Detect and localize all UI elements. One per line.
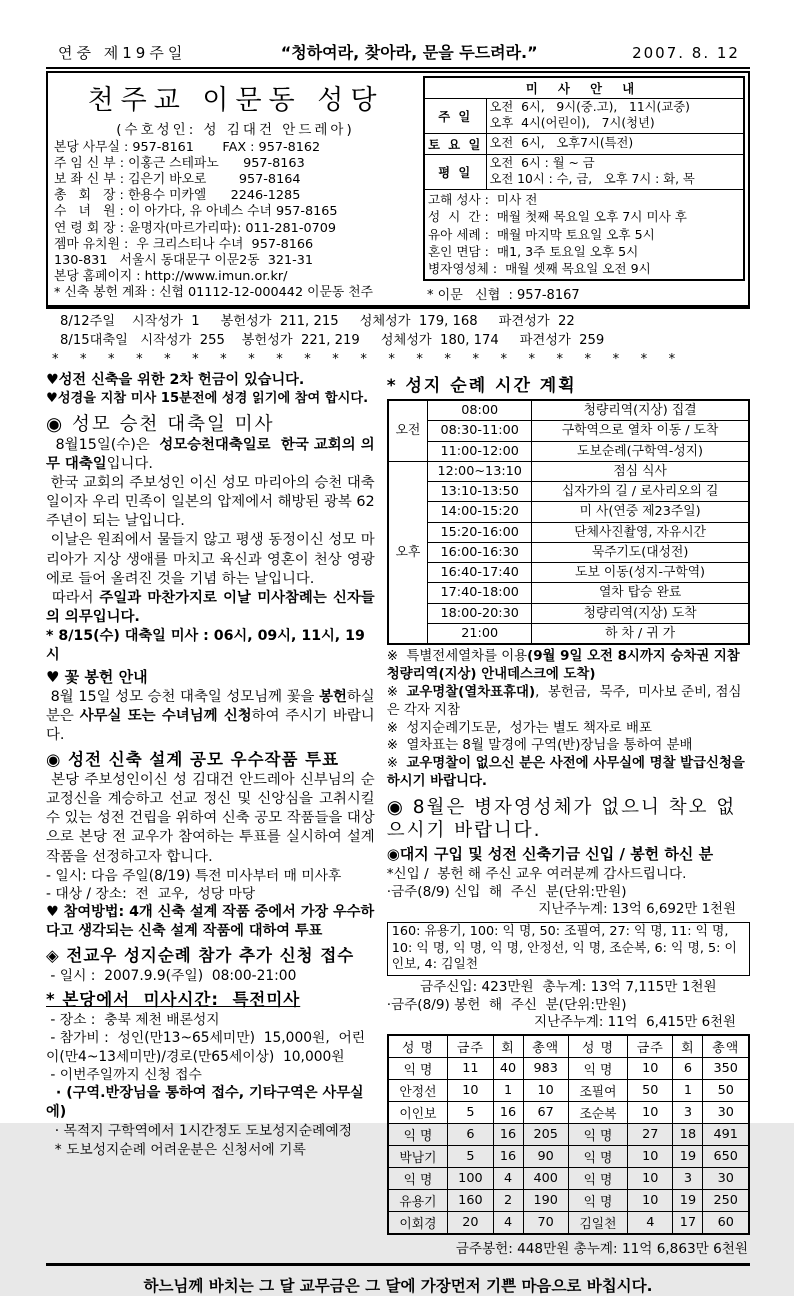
bulletin-date: 2007. 8. 12 bbox=[632, 44, 740, 62]
mass-day-cell: 평 일 bbox=[424, 154, 486, 189]
note-line bbox=[387, 720, 750, 738]
note-line bbox=[387, 648, 750, 684]
donation-cell: 4 bbox=[628, 1211, 673, 1234]
donation-cell: 90 bbox=[523, 1145, 568, 1167]
mass-time-line: 오전 10시 : 수, 금, 오후 7시 : 화, 목 bbox=[489, 171, 695, 186]
church-contact-line: 연 령 회 장 : 윤명자(마르가리따): 011-281-0709 bbox=[54, 220, 337, 236]
weekly-total-line bbox=[387, 978, 750, 996]
text-span: 지난주누계: 13억 6,692만 1천원 bbox=[538, 902, 736, 918]
paragraph bbox=[387, 996, 750, 1014]
page-header bbox=[46, 40, 750, 67]
donation-cell: 30 bbox=[703, 1101, 749, 1123]
donation-cell: 안정선 bbox=[388, 1079, 448, 1101]
paragraph bbox=[46, 436, 375, 474]
donation-cell: 10 bbox=[523, 1079, 568, 1101]
donation-cell: 190 bbox=[523, 1189, 568, 1211]
text-span: ◉대지 구입 및 성전 신축기금 신입 / 봉헌 하신 분 bbox=[386, 845, 714, 864]
donation-cell: 이회경 bbox=[388, 1211, 448, 1234]
list-item bbox=[46, 1029, 375, 1066]
schedule-activity-cell: 청량리역(지상) 집결 bbox=[532, 400, 749, 421]
text-span: , 봉헌금, 묵주, 미사보 준비, 점심은 각자 지참 bbox=[386, 684, 742, 718]
text-span: 금주신입: 423만원 총누계: 13억 7,115만 1천원 bbox=[420, 978, 717, 995]
schedule-time-cell: 18:00-20:30 bbox=[428, 603, 532, 623]
donation-cell: 491 bbox=[703, 1123, 749, 1145]
text-span: * 8/15(수) 대축일 미사 : 06시, 09시, 11시, 19시 bbox=[46, 628, 365, 664]
mass-table-row bbox=[424, 133, 744, 154]
schedule-activity-cell: 도보 이동(성지-구학역) bbox=[532, 563, 749, 583]
subtotal-line bbox=[387, 901, 750, 919]
text-span: - 일시 : 2007.9.9(주일) 08:00-21:00 bbox=[46, 967, 297, 984]
text-span: ♥성경을 지참 미사 15분전에 성경 읽기에 참여 합시다. bbox=[46, 390, 369, 406]
donation-cell: 60 bbox=[703, 1211, 749, 1234]
donation-cell: 16 bbox=[493, 1101, 523, 1123]
text-span: 본당 주보성인이신 성 김대건 안드레아 신부님의 순교정신을 계승하고 선교 정신 및 신앙심을 고취시킬 수 있는 성전 건립을 위하여 신축 공모 작품들을 대상으로 본당 전 교우가 참여하는 투표를 실시하여 설계 작품을 선정하고자 합니다. bbox=[46, 771, 380, 865]
donation-cell: 익 명 bbox=[568, 1123, 627, 1145]
donation-cell: 30 bbox=[703, 1167, 749, 1189]
schedule-row bbox=[388, 502, 749, 522]
right-column-notes bbox=[387, 648, 750, 1032]
donation-cell: 67 bbox=[523, 1101, 568, 1123]
subtotal-line bbox=[387, 1014, 750, 1032]
mass-time-line: 오전 6시 : 월 ~ 금 bbox=[489, 155, 595, 170]
list-item bbox=[46, 1122, 375, 1140]
paragraph bbox=[46, 589, 375, 627]
donation-cell: 익 명 bbox=[568, 1189, 627, 1211]
donation-row bbox=[388, 1145, 749, 1167]
right-column bbox=[387, 371, 750, 1257]
donation-cell: 70 bbox=[523, 1211, 568, 1234]
donation-cell: 3 bbox=[673, 1167, 703, 1189]
text-span: - 참가비 : 성인(만13~65세미만) 15,000원, 어린이(만4~13세미만)/경로(만65세이상) 10,000원 bbox=[46, 1030, 366, 1065]
schedule-time-cell: 15:20-16:00 bbox=[428, 522, 532, 542]
mass-schedule-table bbox=[423, 76, 745, 281]
text-span: 봉헌 bbox=[319, 688, 347, 705]
church-contact-line: 수 녀 원 : 이 아가다, 유 아녜스 수녀 957-8165 bbox=[54, 204, 338, 220]
schedule-row bbox=[388, 421, 749, 441]
schedule-row bbox=[388, 563, 749, 583]
donation-cell: 익 명 bbox=[388, 1123, 448, 1145]
donation-cell: 205 bbox=[523, 1123, 568, 1145]
schedule-activity-cell: 하 차 / 귀 가 bbox=[532, 624, 749, 645]
donation-cell: 16 bbox=[493, 1123, 523, 1145]
donor-names-box bbox=[387, 922, 750, 976]
hymn-stat-line: 8/12주일 시작성가 1 봉헌성가 211, 215 성체성가 179, 168 파견성가 22 bbox=[60, 313, 575, 329]
text-span: 8월 15일 성모 승천 대축일 성모님께 꽃을 bbox=[46, 688, 320, 705]
text-span: 지난주누계: 11억 6,415만 6천원 bbox=[534, 1015, 736, 1031]
mass-table-row bbox=[424, 99, 744, 134]
hymn-numbers-section bbox=[46, 309, 750, 350]
donation-row bbox=[388, 1211, 749, 1234]
schedule-time-cell: 14:00-15:20 bbox=[428, 502, 532, 522]
donation-header-cell: 총액 bbox=[523, 1035, 568, 1058]
church-info-box bbox=[46, 71, 750, 307]
donation-header-cell: 금주 bbox=[448, 1035, 493, 1058]
donation-cell: 10 bbox=[628, 1057, 673, 1079]
donation-cell: 10 bbox=[628, 1145, 673, 1167]
text-span: ※ 성지순례기도문, 성가는 별도 책자로 배포 bbox=[386, 720, 652, 736]
donation-table bbox=[387, 1034, 750, 1235]
notice-line bbox=[46, 390, 375, 408]
text-span: 입니다. bbox=[106, 455, 153, 472]
schedule-time-cell: 21:00 bbox=[428, 624, 532, 645]
mass-table-row bbox=[424, 154, 744, 189]
text-span: 주일과 마찬가지로 이날 미사참례는 신자들의 의무입니다. bbox=[46, 589, 375, 626]
donation-cell: 이인보 bbox=[388, 1101, 448, 1123]
text-span: * 도보성지순례 어려운분은 신청서에 기록 bbox=[46, 1141, 306, 1158]
donation-row bbox=[388, 1057, 749, 1079]
donation-cell: 160 bbox=[448, 1189, 493, 1211]
text-span: ※ 열차표는 8월 말경에 구역(반)장님을 통하여 분배 bbox=[386, 738, 693, 754]
donation-cell: 박남기 bbox=[388, 1145, 448, 1167]
mass-times-cell bbox=[486, 99, 744, 134]
mass-notes-cell bbox=[424, 189, 744, 279]
text-span: ◈ 전교우 성지순례 참가 추가 신청 접수 bbox=[46, 946, 355, 966]
donation-row bbox=[388, 1123, 749, 1145]
emphasis-line bbox=[46, 1084, 375, 1122]
paragraph bbox=[387, 865, 750, 883]
donation-header-cell: 성 명 bbox=[568, 1035, 627, 1058]
text-span: 160: 유용기, 100: 익 명, 50: 조필여, 27: 익 명, 11: 익 명, 10: 익 명, 익 명, 익 명, 안정선, 익 명, 조순복, 6: 익 명, 5: 이인보, 4: 김일천 bbox=[391, 924, 737, 973]
section-heading bbox=[46, 946, 375, 967]
donation-cell: 2 bbox=[493, 1189, 523, 1211]
schedule-time-cell: 11:00-12:00 bbox=[428, 441, 532, 461]
schedule-time-cell: 16:00-16:30 bbox=[428, 542, 532, 562]
text-span: 따라서 bbox=[46, 589, 100, 606]
text-span: * 본당에서 미사시간: 특전미사 bbox=[46, 990, 301, 1010]
donation-cell: 400 bbox=[523, 1167, 568, 1189]
text-span: - 장소 : 충북 제천 배론성지 bbox=[46, 1012, 220, 1029]
liturgical-week-label: 연중 제19주일 bbox=[58, 44, 187, 62]
text-span: - 이번주일까지 신청 접수 bbox=[46, 1067, 202, 1084]
text-span: ♥ 참여방법: 4개 신축 설계 작품 중에서 가장 우수하다고 생각되는 신축 설계 작품에 대하여 투표 bbox=[46, 904, 375, 940]
asterisk-separator: * * * * * * * * * * * * * * * * * * * * * * * bbox=[52, 352, 677, 368]
text-span: - 대상 / 장소: 전 교우, 성당 마당 bbox=[46, 886, 256, 903]
donation-cell: 250 bbox=[703, 1189, 749, 1211]
text-span: ◉ 성전 신축 설계 공모 우수작품 투표 bbox=[46, 750, 340, 770]
schedule-time-cell: 08:30-11:00 bbox=[428, 421, 532, 441]
list-item bbox=[46, 885, 375, 903]
donation-cell: 4 bbox=[493, 1167, 523, 1189]
donation-cell: 4 bbox=[493, 1211, 523, 1234]
text-span: ※ bbox=[386, 756, 407, 772]
donation-cell: 50 bbox=[628, 1079, 673, 1101]
donation-row bbox=[388, 1189, 749, 1211]
note-line bbox=[387, 755, 750, 791]
mass-table-row bbox=[424, 77, 744, 99]
paragraph bbox=[46, 688, 380, 745]
mass-note-line: 고해 성사 : 미사 전 bbox=[428, 191, 538, 207]
schedule-time-cell: 08:00 bbox=[428, 400, 532, 421]
list-item bbox=[46, 867, 375, 885]
schedule-row bbox=[388, 461, 749, 481]
text-span: 8월15일(수)은 bbox=[46, 436, 160, 453]
mass-times-cell bbox=[486, 154, 744, 189]
donation-cell: 익 명 bbox=[568, 1167, 627, 1189]
donation-header-row bbox=[388, 1035, 749, 1058]
mass-time-line: 오후 4시(어린이), 7시(청년) bbox=[489, 115, 655, 130]
left-column bbox=[46, 371, 380, 1257]
mass-note-line: 성 시 간 : 매월 첫째 목요일 오후 7시 미사 후 bbox=[428, 209, 687, 225]
mass-note-line: 병자영성체 : 매월 셋째 목요일 오전 9시 bbox=[428, 261, 651, 277]
hymn-stat-line: 8/15대축일 시작성가 255 봉헌성가 221, 219 성체성가 180, 174 파견성가 259 bbox=[60, 332, 605, 348]
schedule-activity-cell: 십자가의 길 / 로사리오의 길 bbox=[532, 482, 749, 502]
text-span: 한국 교회의 주보성인 이신 성모 마리아의 승천 대축일이자 우리 민족이 일본의 압제에서 해방된 광복 62주년이 되는 날입니다. bbox=[46, 474, 375, 530]
donation-cell: 익 명 bbox=[388, 1057, 448, 1079]
donation-cell: 10 bbox=[448, 1079, 493, 1101]
donation-header-cell: 회 bbox=[493, 1035, 523, 1058]
emphasis-line bbox=[46, 903, 375, 941]
donation-cell: 6 bbox=[448, 1123, 493, 1145]
donation-row bbox=[388, 1079, 749, 1101]
text-span: ·금주(8/9) 봉헌 해 주신 분(단위:만원) bbox=[386, 997, 627, 1014]
donation-header-cell: 회 bbox=[673, 1035, 703, 1058]
donation-cell: 50 bbox=[703, 1079, 749, 1101]
text-span: - 일시: 다음 주일(8/19) 특전 미사부터 매 미사후 bbox=[46, 867, 342, 884]
church-contact-line: 주 임 신 부 : 이홍근 스테파노 957-8163 bbox=[54, 156, 305, 172]
church-contact-line: 130-831 서울시 동대문구 이문2동 321-31 bbox=[54, 252, 314, 268]
donation-cell: 10 bbox=[628, 1101, 673, 1123]
schedule-activity-cell: 구학역으로 열차 이동 / 도착 bbox=[532, 421, 749, 441]
schedule-time-cell: 12:00~13:10 bbox=[428, 461, 532, 481]
section-heading bbox=[46, 413, 375, 436]
donation-cell: 19 bbox=[673, 1189, 703, 1211]
donation-cell: 익 명 bbox=[568, 1145, 627, 1167]
donation-cell: 6 bbox=[673, 1057, 703, 1079]
gospel-quote: “청하여라, 찾아라, 문을 두드려라.” bbox=[280, 43, 538, 62]
donation-cell: 익 명 bbox=[568, 1057, 627, 1079]
paragraph bbox=[46, 474, 375, 531]
donation-cell: 김일천 bbox=[568, 1211, 627, 1234]
footer-message: 하느님께 바치는 그 달 교무금은 그 달에 가장먼저 기쁜 마음으로 바칩시다. bbox=[143, 1276, 653, 1295]
church-contact-line: 젬마 유치원 : 우 크리스티나 수녀 957-8166 bbox=[54, 236, 314, 252]
schedule-row bbox=[388, 522, 749, 542]
donation-header-cell: 성 명 bbox=[388, 1035, 448, 1058]
donation-cell: 983 bbox=[523, 1057, 568, 1079]
church-identity bbox=[54, 76, 423, 303]
donation-cell: 18 bbox=[673, 1123, 703, 1145]
mass-day-cell: 주 일 bbox=[424, 99, 486, 134]
text-span: *신입 / 봉헌 해 주신 교우 여러분께 감사드립니다. bbox=[386, 866, 687, 883]
donation-cell: 10 bbox=[628, 1189, 673, 1211]
mass-guide-title: 미 사 안 내 bbox=[424, 77, 744, 99]
donation-cell: 1 bbox=[493, 1079, 523, 1101]
church-contact-line: 총 회 장 : 한용수 미카엘 2246-1285 bbox=[54, 188, 301, 204]
header-divider bbox=[46, 67, 750, 69]
patron-saint-line: (수호성인: 성 김대건 안드레아) bbox=[116, 122, 355, 138]
paragraph bbox=[46, 771, 380, 867]
mass-time-line: 오전 6시, 오후7시(특전) bbox=[489, 135, 634, 150]
text-span: 교우명찰(열차표휴대) bbox=[406, 684, 536, 700]
donation-cell: 16 bbox=[493, 1145, 523, 1167]
section-heading bbox=[387, 796, 750, 842]
donation-cell: 5 bbox=[448, 1145, 493, 1167]
list-item bbox=[46, 1066, 375, 1084]
schedule-time-cell: 13:10-13:50 bbox=[428, 482, 532, 502]
text-span: ◉ 8월은 병자영성체가 없으니 착오 없으시기 바랍니다. bbox=[386, 796, 737, 842]
donation-row bbox=[388, 1167, 749, 1189]
schedule-activity-cell: 점심 식사 bbox=[532, 461, 749, 481]
pilgrimage-schedule-table bbox=[387, 399, 750, 645]
donation-header-cell: 총액 bbox=[703, 1035, 749, 1058]
donation-total-line: 금주봉헌: 448만원 총누계: 11억 6,863만 6천원 bbox=[455, 1240, 748, 1257]
paragraph bbox=[387, 883, 750, 901]
schedule-row bbox=[388, 441, 749, 461]
donation-cell: 40 bbox=[493, 1057, 523, 1079]
schedule-row bbox=[388, 603, 749, 623]
list-item bbox=[46, 967, 375, 985]
note-line bbox=[387, 684, 750, 720]
mass-guide-column bbox=[423, 76, 745, 303]
schedule-row bbox=[388, 624, 749, 645]
section-heading bbox=[46, 750, 375, 771]
section-heading bbox=[46, 989, 375, 1011]
schedule-row bbox=[388, 542, 749, 562]
content-columns bbox=[46, 371, 750, 1257]
schedule-period-cell: 오전 bbox=[388, 400, 428, 461]
schedule-time-cell: 17:40-18:00 bbox=[428, 583, 532, 603]
schedule-period-cell: 오후 bbox=[388, 461, 428, 644]
donation-cell: 11 bbox=[448, 1057, 493, 1079]
church-contact-line: 보 좌 신 부 : 김은기 바오로 957-8164 bbox=[54, 172, 301, 188]
notice-line bbox=[46, 371, 375, 390]
schedule-activity-cell: 열차 탑승 완료 bbox=[532, 583, 749, 603]
schedule-activity-cell: 미 사(연중 제23주일) bbox=[532, 502, 749, 522]
donation-cell: 17 bbox=[673, 1211, 703, 1234]
donation-cell: 27 bbox=[628, 1123, 673, 1145]
list-item bbox=[46, 1141, 375, 1159]
credit-union-line: * 이문 신협 : 957-8167 bbox=[427, 287, 580, 303]
text-span: 하실 분은 bbox=[46, 688, 380, 725]
donation-cell: 19 bbox=[673, 1145, 703, 1167]
church-contact-line: 본당 홈페이지 : http://www.imun.or.kr/ bbox=[54, 268, 288, 284]
donation-cell: 650 bbox=[703, 1145, 749, 1167]
text-span: 이날은 원죄에서 물들지 않고 평생 동정이신 성모 마리아가 지상 생애를 마치고 육신과 영혼이 천상 영광에로 들어 올려진 것을 기념 하는 날입니다. bbox=[46, 532, 375, 587]
donation-cell: 1 bbox=[673, 1079, 703, 1101]
donation-cell: 익 명 bbox=[388, 1167, 448, 1189]
mass-time-line: 오전 6시, 9시(중.고), 11시(교중) bbox=[489, 100, 690, 114]
mass-table-row bbox=[424, 189, 744, 279]
donation-cell: 100 bbox=[448, 1167, 493, 1189]
mass-day-cell: 토 요 일 bbox=[424, 133, 486, 154]
schedule-activity-cell: 청량리역(지상) 도착 bbox=[532, 603, 749, 623]
schedule-activity-cell: 단체사진촬영, 자유시간 bbox=[532, 522, 749, 542]
text-span: ◉ 성모 승천 대축일 미사 bbox=[46, 413, 275, 435]
church-contact-line: 본당 사무실 : 957-8161 FAX : 957-8162 bbox=[54, 140, 321, 155]
schedule-time-cell: 16:40-17:40 bbox=[428, 563, 532, 583]
section-heading bbox=[387, 845, 750, 865]
text-span: 교우명찰이 없으신 분은 사전에 사무실에 명찰 발급신청을 하시기 바랍니다. bbox=[386, 756, 750, 790]
text-span: 하여 주시기 바랍니다. bbox=[46, 708, 375, 744]
emphasis-line bbox=[46, 627, 375, 665]
text-span: ♥성전 신축을 위한 2차 헌금이 있습니다. bbox=[46, 372, 305, 389]
text-span: · (구역.반장님을 통하여 접수, 기타구역은 사무실에) bbox=[46, 1085, 364, 1121]
donation-cell: 3 bbox=[673, 1101, 703, 1123]
church-contact-line: * 신축 봉헌 계좌 : 신협 01112-12-000442 이문동 천주 bbox=[54, 284, 374, 300]
donation-cell: 유용기 bbox=[388, 1189, 448, 1211]
donation-header-cell: 금주 bbox=[628, 1035, 673, 1058]
donation-cell: 20 bbox=[448, 1211, 493, 1234]
schedule-activity-cell: 묵주기도(대성전) bbox=[532, 542, 749, 562]
text-span: ·금주(8/9) 신입 해 주신 분(단위:만원) bbox=[386, 884, 627, 901]
donation-cell: 350 bbox=[703, 1057, 749, 1079]
text-span: ※ 특별전세열차를 이용 bbox=[386, 649, 528, 665]
text-span: · 목적지 구학역에서 1시간정도 도보성지순례예정 bbox=[46, 1123, 353, 1140]
text-span: ♥ 꽃 봉헌 안내 bbox=[46, 667, 148, 686]
section-heading bbox=[46, 668, 375, 688]
donation-cell: 5 bbox=[448, 1101, 493, 1123]
schedule-activity-cell: 도보순례(구학역-성지) bbox=[532, 441, 749, 461]
donation-cell: 10 bbox=[628, 1167, 673, 1189]
mass-note-line: 유아 세례 : 매월 마지막 토요일 오후 5시 bbox=[428, 226, 655, 242]
text-span: 성모승천대축일로 한국 교회의 의무 대축일 bbox=[46, 436, 375, 472]
text-span: 사무실 또는 수녀님께 신청 bbox=[79, 708, 252, 725]
text-span: (9월 9일 오전 8시까지 승차권 지참 청량리역(지상) 안내데스크에 도착) bbox=[386, 649, 745, 683]
mass-note-line: 혼인 면담 : 매1, 3주 토요일 오후 5시 bbox=[428, 244, 639, 260]
mass-times-cell bbox=[486, 133, 744, 154]
paragraph bbox=[46, 531, 375, 588]
schedule-row bbox=[388, 482, 749, 502]
schedule-row bbox=[388, 583, 749, 603]
church-contact-list bbox=[54, 140, 417, 301]
donation-cell: 조필여 bbox=[568, 1079, 627, 1101]
list-item bbox=[46, 1011, 375, 1029]
schedule-row bbox=[388, 400, 749, 421]
pilgrimage-plan-heading: * 성지 순례 시간 계획 bbox=[386, 376, 577, 397]
donation-row bbox=[388, 1101, 749, 1123]
church-title: 천주교 이문동 성당 bbox=[87, 85, 384, 116]
text-span: ※ bbox=[386, 684, 407, 700]
donation-cell: 조순복 bbox=[568, 1101, 627, 1123]
note-line bbox=[387, 737, 750, 755]
